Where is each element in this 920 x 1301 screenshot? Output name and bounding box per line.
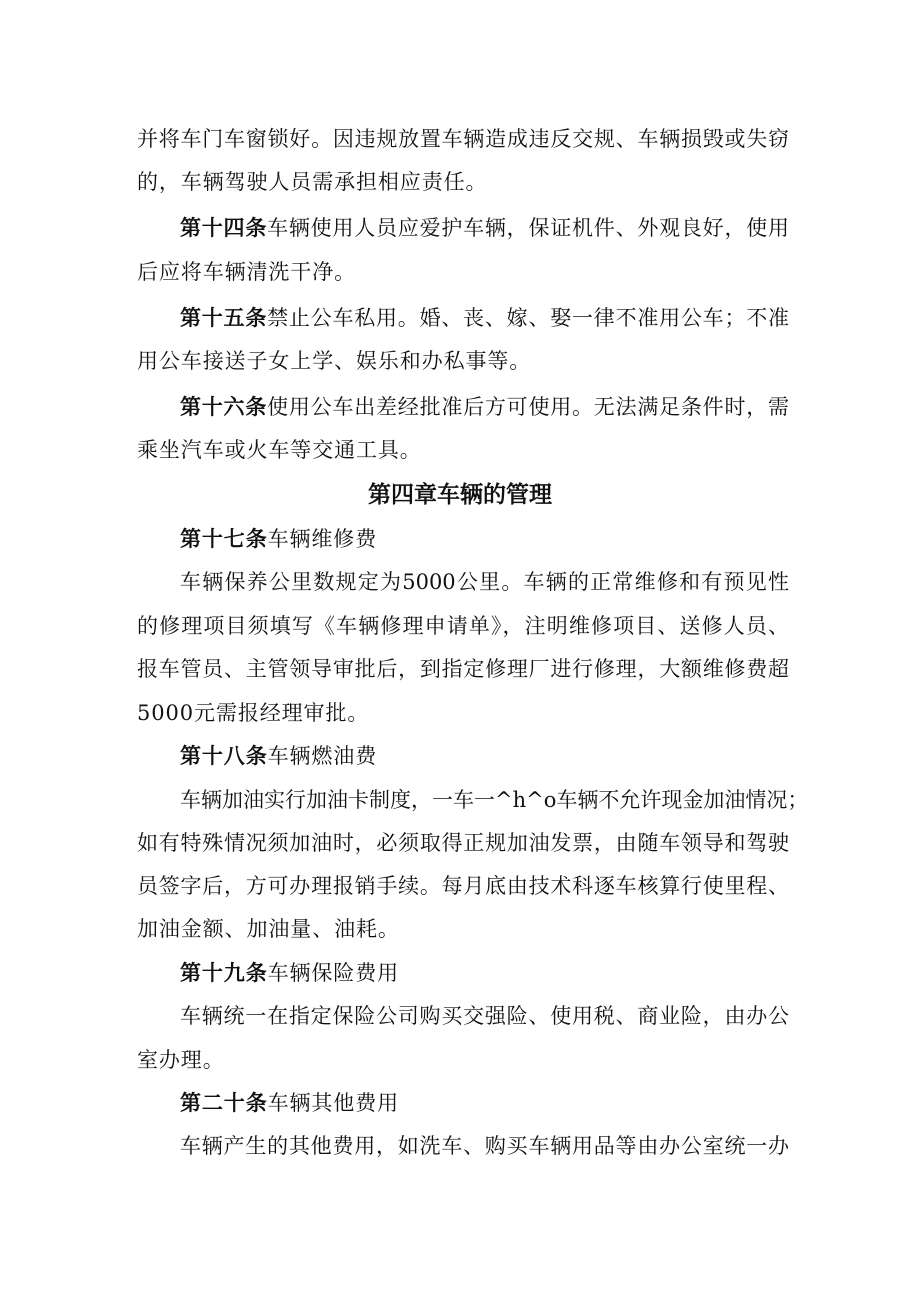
paragraph-line: 乘坐汽车或火车等交通工具。 <box>137 438 422 462</box>
paragraph-line: 并将车门车窗锁好。因违规放置车辆造成违反交规、车辆损毁或失窃 <box>137 127 789 151</box>
article-text: 使用公车出差经批准后方可使用。无法满足条件时，需 <box>267 395 790 419</box>
paragraph-line: 室办理。 <box>137 1048 225 1072</box>
paragraph-line: 加油金额、加油量、油耗。 <box>137 917 400 941</box>
paragraph-line: 报车管员、主管领导审批后，到指定修理厂进行修理，大额维修费超 <box>137 657 789 681</box>
article-label: 第十四条 <box>180 215 268 240</box>
article-19 <box>180 958 789 988</box>
article-label: 第十八条 <box>180 743 268 768</box>
paragraph-line: 员签字后，方可办理报销手续。每月底由技术科逐车核算行使里程、 <box>137 874 789 898</box>
paragraph-line: 后应将车辆清洗干净。 <box>137 260 356 284</box>
article-text: 车辆其他费用 <box>267 1091 400 1115</box>
paragraph-line: 车辆保养公里数规定为5000公里。车辆的正常维修和有预见性 <box>180 570 789 594</box>
article-17 <box>180 524 789 554</box>
article-text: 车辆保险费用 <box>267 961 400 985</box>
paragraph-line: 如有特殊情况须加油时，必须取得正规加油发票，由随车领导和驾驶 <box>137 831 789 855</box>
article-text: 车辆维修费 <box>267 527 378 551</box>
article-label: 第十七条 <box>180 526 268 551</box>
article-label: 第十九条 <box>180 960 268 985</box>
paragraph-line: 车辆统一在指定保险公司购买交强险、使用税、商业险，由办公 <box>180 1004 789 1028</box>
paragraph-line: 5000元需报经理审批。 <box>137 701 370 725</box>
article-18 <box>180 741 789 771</box>
paragraph-line: 车辆产生的其他费用，如洗车、购买车辆用品等由办公室统一办 <box>180 1134 789 1158</box>
article-label: 第二十条 <box>180 1090 268 1115</box>
article-text: 车辆使用人员应爱护车辆，保证机件、外观良好，使用 <box>267 216 790 240</box>
paragraph-line: 的，车辆驾驶人员需承担相应责任。 <box>137 170 488 194</box>
article-20 <box>180 1088 789 1118</box>
article-15 <box>180 303 789 333</box>
article-14 <box>180 213 789 243</box>
article-label: 第十六条 <box>180 394 268 419</box>
paragraph-line: 用公车接送子女上学、娱乐和办私事等。 <box>137 349 532 373</box>
article-text: 禁止公车私用。婚、丧、嫁、娶一律不准用公车；不准 <box>267 306 790 330</box>
paragraph-line: 车辆加油实行加油卡制度，一车一^h^o车辆不允许现金加油情况； <box>180 788 809 812</box>
paragraph-line: 的修理项目须填写《车辆修理申请单》，注明维修项目、送修人员、 <box>137 614 789 638</box>
article-text: 车辆燃油费 <box>267 744 378 768</box>
article-label: 第十五条 <box>180 305 268 330</box>
article-16 <box>180 392 789 422</box>
chapter-heading: 第四章车辆的管理 <box>368 482 552 508</box>
